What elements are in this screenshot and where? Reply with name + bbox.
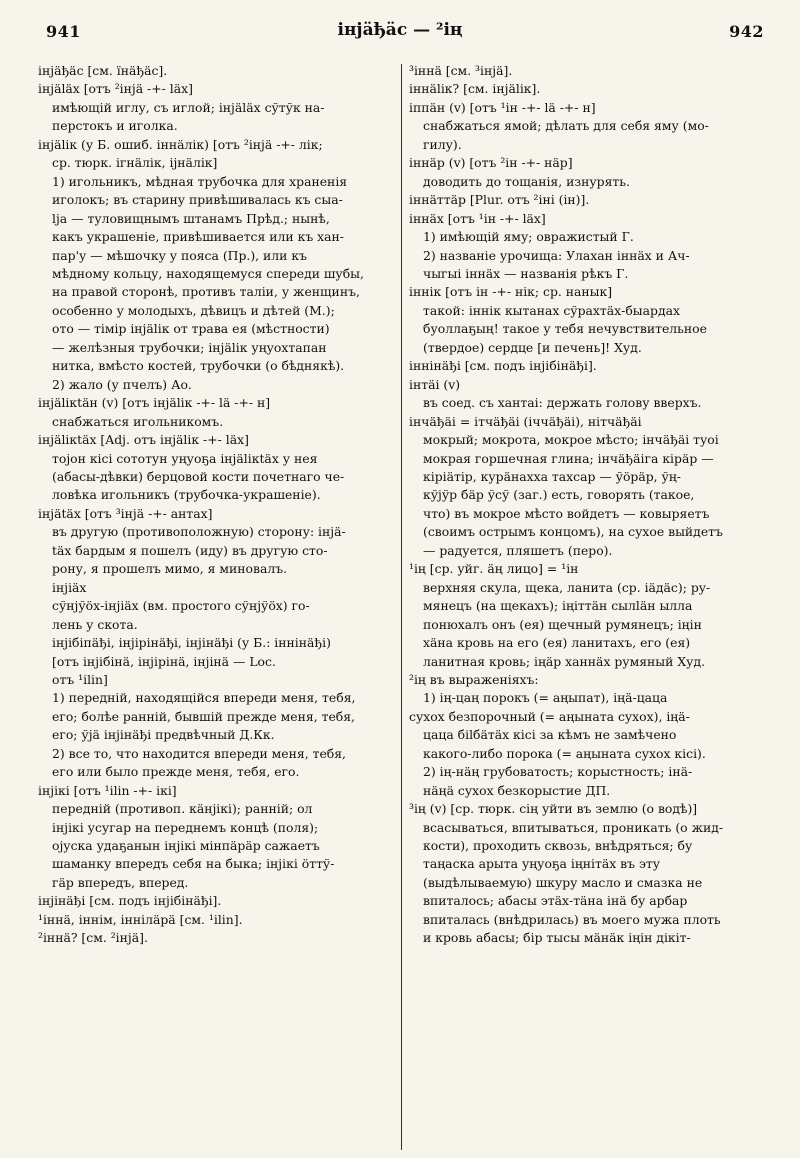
text-line: іннälік? [см. інjälік].	[409, 81, 541, 97]
running-title: інjäђäс — ²ің	[337, 20, 463, 40]
text-line: (своимъ острымъ концомъ), на сухое выйдетъ	[423, 524, 723, 540]
text-line: täx бардым я пошелъ (иду) въ другую сто-	[52, 542, 328, 558]
text-line: снабжаться ямой; дѣлать для себя яму (мо-	[423, 118, 709, 134]
text-line: хäна кровь на его (ея) ланитахъ, его (ея)	[423, 635, 691, 651]
text-line: верхняя скула, щека, ланита (ср. іäдäс); ру-	[423, 579, 711, 595]
text-line: інjälік (у Б. ошиб. іннäлік) [отъ ²інjä -+- лік;	[38, 136, 323, 152]
text-line: кіріäтір, курäнахха тахсар — ўöрäр, ўң-	[423, 468, 681, 484]
text-line: мокрая горшечная глина; інчäђäіга кірäр —	[423, 450, 714, 466]
text-line: нäңä сухох безкорыстие ДП.	[423, 782, 611, 798]
text-line: въ соед. съ хантаі: держать голову вверхъ.	[423, 395, 702, 411]
text-line: иголокъ; въ старину привѣшивалась къ сыа-	[52, 192, 343, 208]
text-line: его или было прежде меня, тебя, его.	[52, 764, 300, 780]
text-line: рону, я прошелъ мимо, я миновалъ.	[52, 561, 288, 577]
text-line: перстокъ и иголка.	[52, 118, 178, 134]
text-line: lja — туловищнымъ штанамъ Прѣд.; нынѣ,	[52, 210, 330, 226]
text-line: гäр впередъ, вперед.	[52, 874, 189, 890]
text-line: ото — тімір інjälік от трава ея (мѣстности)	[52, 321, 330, 337]
text-line: кости), проходить сквозь, внѣдряться; бу	[423, 838, 693, 854]
text-line: ³ің (v) [ср. тюрк. сің уйти въ землю (о водѣ)]	[409, 801, 698, 817]
text-line: доводить до тощанія, изнурять.	[423, 173, 630, 189]
text-line: таңаска арыта уңуоҕа іңнітäх въ эту	[423, 856, 661, 872]
text-line: [отъ інjібінä, інjірінä, інjінä — Loc.	[52, 653, 276, 669]
text-line: цаца біlбäтäх кісі за кѣмъ не замѣчено	[423, 727, 677, 743]
text-line: тојон кісі сототун уңуоҕа інjälікtäx у нея	[52, 450, 318, 466]
right-column	[409, 62, 771, 1152]
text-line: іннäр (v) [отъ ²ін -+- нäр]	[409, 155, 573, 171]
text-line: его; ўjä інjінäђі предвѣчный Д.Кк.	[52, 727, 275, 743]
text-line: іннік [отъ ін -+- нік; ср. нанык]	[409, 284, 613, 300]
page-number-right: 942	[729, 22, 764, 41]
text-line: чыгыі іннäх — названія рѣкъ Г.	[423, 265, 629, 281]
text-line: мокрый; мокрота, мокрое мѣсто; інчäђäі туоі	[423, 432, 719, 448]
text-line: имѣющій иглу, съ иглой; інjäläx сўтўк на-	[52, 99, 325, 115]
text-line: (твердое) сердце [и печень]! Худ.	[423, 339, 642, 355]
text-line: 2) названіе урочища: Улахан іннäх и Ач-	[423, 247, 690, 263]
text-line: ср. тюрк. ігнäлік, іjнäлік]	[52, 155, 218, 171]
text-line: 2) все то, что находится впереди меня, тебя,	[52, 745, 346, 761]
text-line: мѣдному кольцу, находящемуся спереди шубы,	[52, 265, 364, 281]
text-line: и кровь абасы; бір тысы мäнäк іңін дікіт-	[423, 930, 691, 946]
left-column	[38, 62, 394, 1152]
text-line: інjälікtäн (v) [отъ інjälік -+- lä -+- н]	[38, 395, 271, 411]
text-line: шаманку впередъ себя на быка; інjікі öттў-	[52, 856, 335, 872]
text-line: інjібіпäђі, інjірінäђі, інjінäђі (у Б.: іннінäђі)	[52, 635, 331, 651]
text-line: (выдѣлываемую) шкуру масло и смазка не	[423, 874, 703, 890]
text-line: въ другую (противоположную) сторону: інjä-	[52, 524, 346, 540]
text-line: інтäі (v)	[409, 376, 461, 392]
text-line: буоллаҕың! такое у тебя нечувствительное	[423, 321, 707, 337]
text-line: его; болѣе ранній, бывшій прежде меня, тебя,	[52, 708, 355, 724]
text-line: на правой сторонѣ, противъ таліи, у женщинъ,	[52, 284, 360, 300]
text-line: передній (противоп. кäнjікі); ранній; ол	[52, 801, 313, 817]
text-line: 1) игольникъ, мѣдная трубочка для храненія	[52, 173, 348, 189]
page-number-left: 941	[46, 22, 81, 41]
text-line: мянецъ (на щекахъ); іңіттäн сылläн ылла	[423, 598, 693, 614]
text-line: іннäттäр [Plur. отъ ²іні (ін)].	[409, 192, 590, 208]
text-line: ланитная кровь; іңäр ханнäх румяный Худ.	[423, 653, 706, 669]
text-line: іннäх [отъ ¹ін -+- läх]	[409, 210, 546, 226]
text-line: інjälікtäx [Adj. отъ інjälік -+- läx]	[38, 432, 249, 448]
page-header	[0, 0, 800, 52]
text-line: (абасы-дѣвки) берцовой кости почетнаго че-	[52, 468, 345, 484]
text-line: інчäђäі = ітчäђäі (іччäђäі), нітчäђäі	[409, 413, 642, 429]
text-line: такой: іннік кытанах сўрахтäх-быардах	[423, 302, 680, 318]
text-line: іннінäђі [см. подъ інjібінäђі].	[409, 358, 597, 374]
column-divider	[401, 64, 402, 1150]
text-line: лень у скота.	[52, 616, 138, 632]
text-line: впиталось; абасы этäх-тäна інä бу арбар	[423, 893, 688, 909]
text-line: ¹іннä, іннім, іннілäрä [см. ¹ilin].	[38, 911, 243, 927]
text-line: кўјўр бäр ўсў (заг.) есть, говорять (такое,	[423, 487, 695, 503]
text-line: что) въ мокрое мѣсто войдетъ — ковыряетъ	[423, 505, 710, 521]
text-line: впиталась (внѣдрилась) въ моего мужа плоть	[423, 911, 721, 927]
text-line: ¹ің [ср. уйг. äң лицо] = ¹ін	[409, 561, 579, 577]
text-line: — радуется, пляшетъ (перо).	[423, 542, 613, 558]
text-line: — желѣзныя трубочки; інjälік уңуохтапан	[52, 339, 327, 355]
text-line: какого-либо порока (= аңыната сухох кісі).	[423, 745, 706, 761]
text-line: особенно у молодыхъ, дѣвицъ и дѣтей (М.);	[52, 302, 335, 318]
text-line: 2) ің-нäң грубоватость; корыстность; інä-	[423, 764, 693, 780]
text-line: ²ің въ выраженіяхъ:	[409, 671, 539, 687]
text-line: іппäн (v) [отъ ¹ін -+- lä -+- н]	[409, 99, 596, 115]
text-line: сўнjўöх-інjіäх (вм. простого сўнjўöх) го-	[52, 598, 310, 614]
text-line: ојуска удаҕанын інjікі мінпäрäр сажаетъ	[52, 838, 320, 854]
text-line: 2) жало (у пчелъ) Ао.	[52, 376, 192, 392]
text-line: 1) имѣющій яму; овражистый Г.	[423, 229, 634, 245]
text-line: ловѣка игольникъ (трубочка-украшеніе).	[52, 487, 321, 503]
text-line: сухох безпорочный (= аңыната сухох), іңä-	[409, 708, 690, 724]
text-line: інjінäђі [см. подъ інjібінäђі].	[38, 893, 222, 909]
text-line: отъ ¹ilin]	[52, 671, 108, 687]
text-line: нитка, вмѣсто костей, трубочки (о бѣднякѣ).	[52, 358, 345, 374]
text-line: інjäläx [отъ ²інjä -+- läx]	[38, 81, 193, 97]
text-line: какъ украшеніе, привѣшивается или къ хан-	[52, 229, 344, 245]
text-line: снабжаться игольникомъ.	[52, 413, 224, 429]
text-line: пар'у — мѣшочку у пояса (Пр.), или къ	[52, 247, 308, 263]
text-line: 1) передній, находящійся впереди меня, тебя,	[52, 690, 356, 706]
text-line: інjікі усугар на переднемъ концѣ (поля);	[52, 819, 319, 835]
text-line: понюхалъ онъ (ея) щечный румянецъ; іңін	[423, 616, 702, 632]
text-line: всасываться, впитываться, проникать (о жид-	[423, 819, 724, 835]
text-line: ²іннä? [см. ²інjä].	[38, 930, 148, 946]
text-line: ³іннä [см. ³інjä].	[409, 63, 513, 78]
text-line: інjätäx [отъ ³інjä -+- антах]	[38, 505, 213, 521]
text-line: 1) ің-цаң порокъ (= аңыпат), іңä-цаца	[423, 690, 668, 706]
text-line: інjäђäс [см. ïнäђäс].	[38, 63, 168, 78]
text-line: інjіäх	[52, 579, 87, 595]
text-line: гилу).	[423, 136, 462, 152]
text-line: інjікі [отъ ¹ilin -+- ікі]	[38, 782, 177, 798]
